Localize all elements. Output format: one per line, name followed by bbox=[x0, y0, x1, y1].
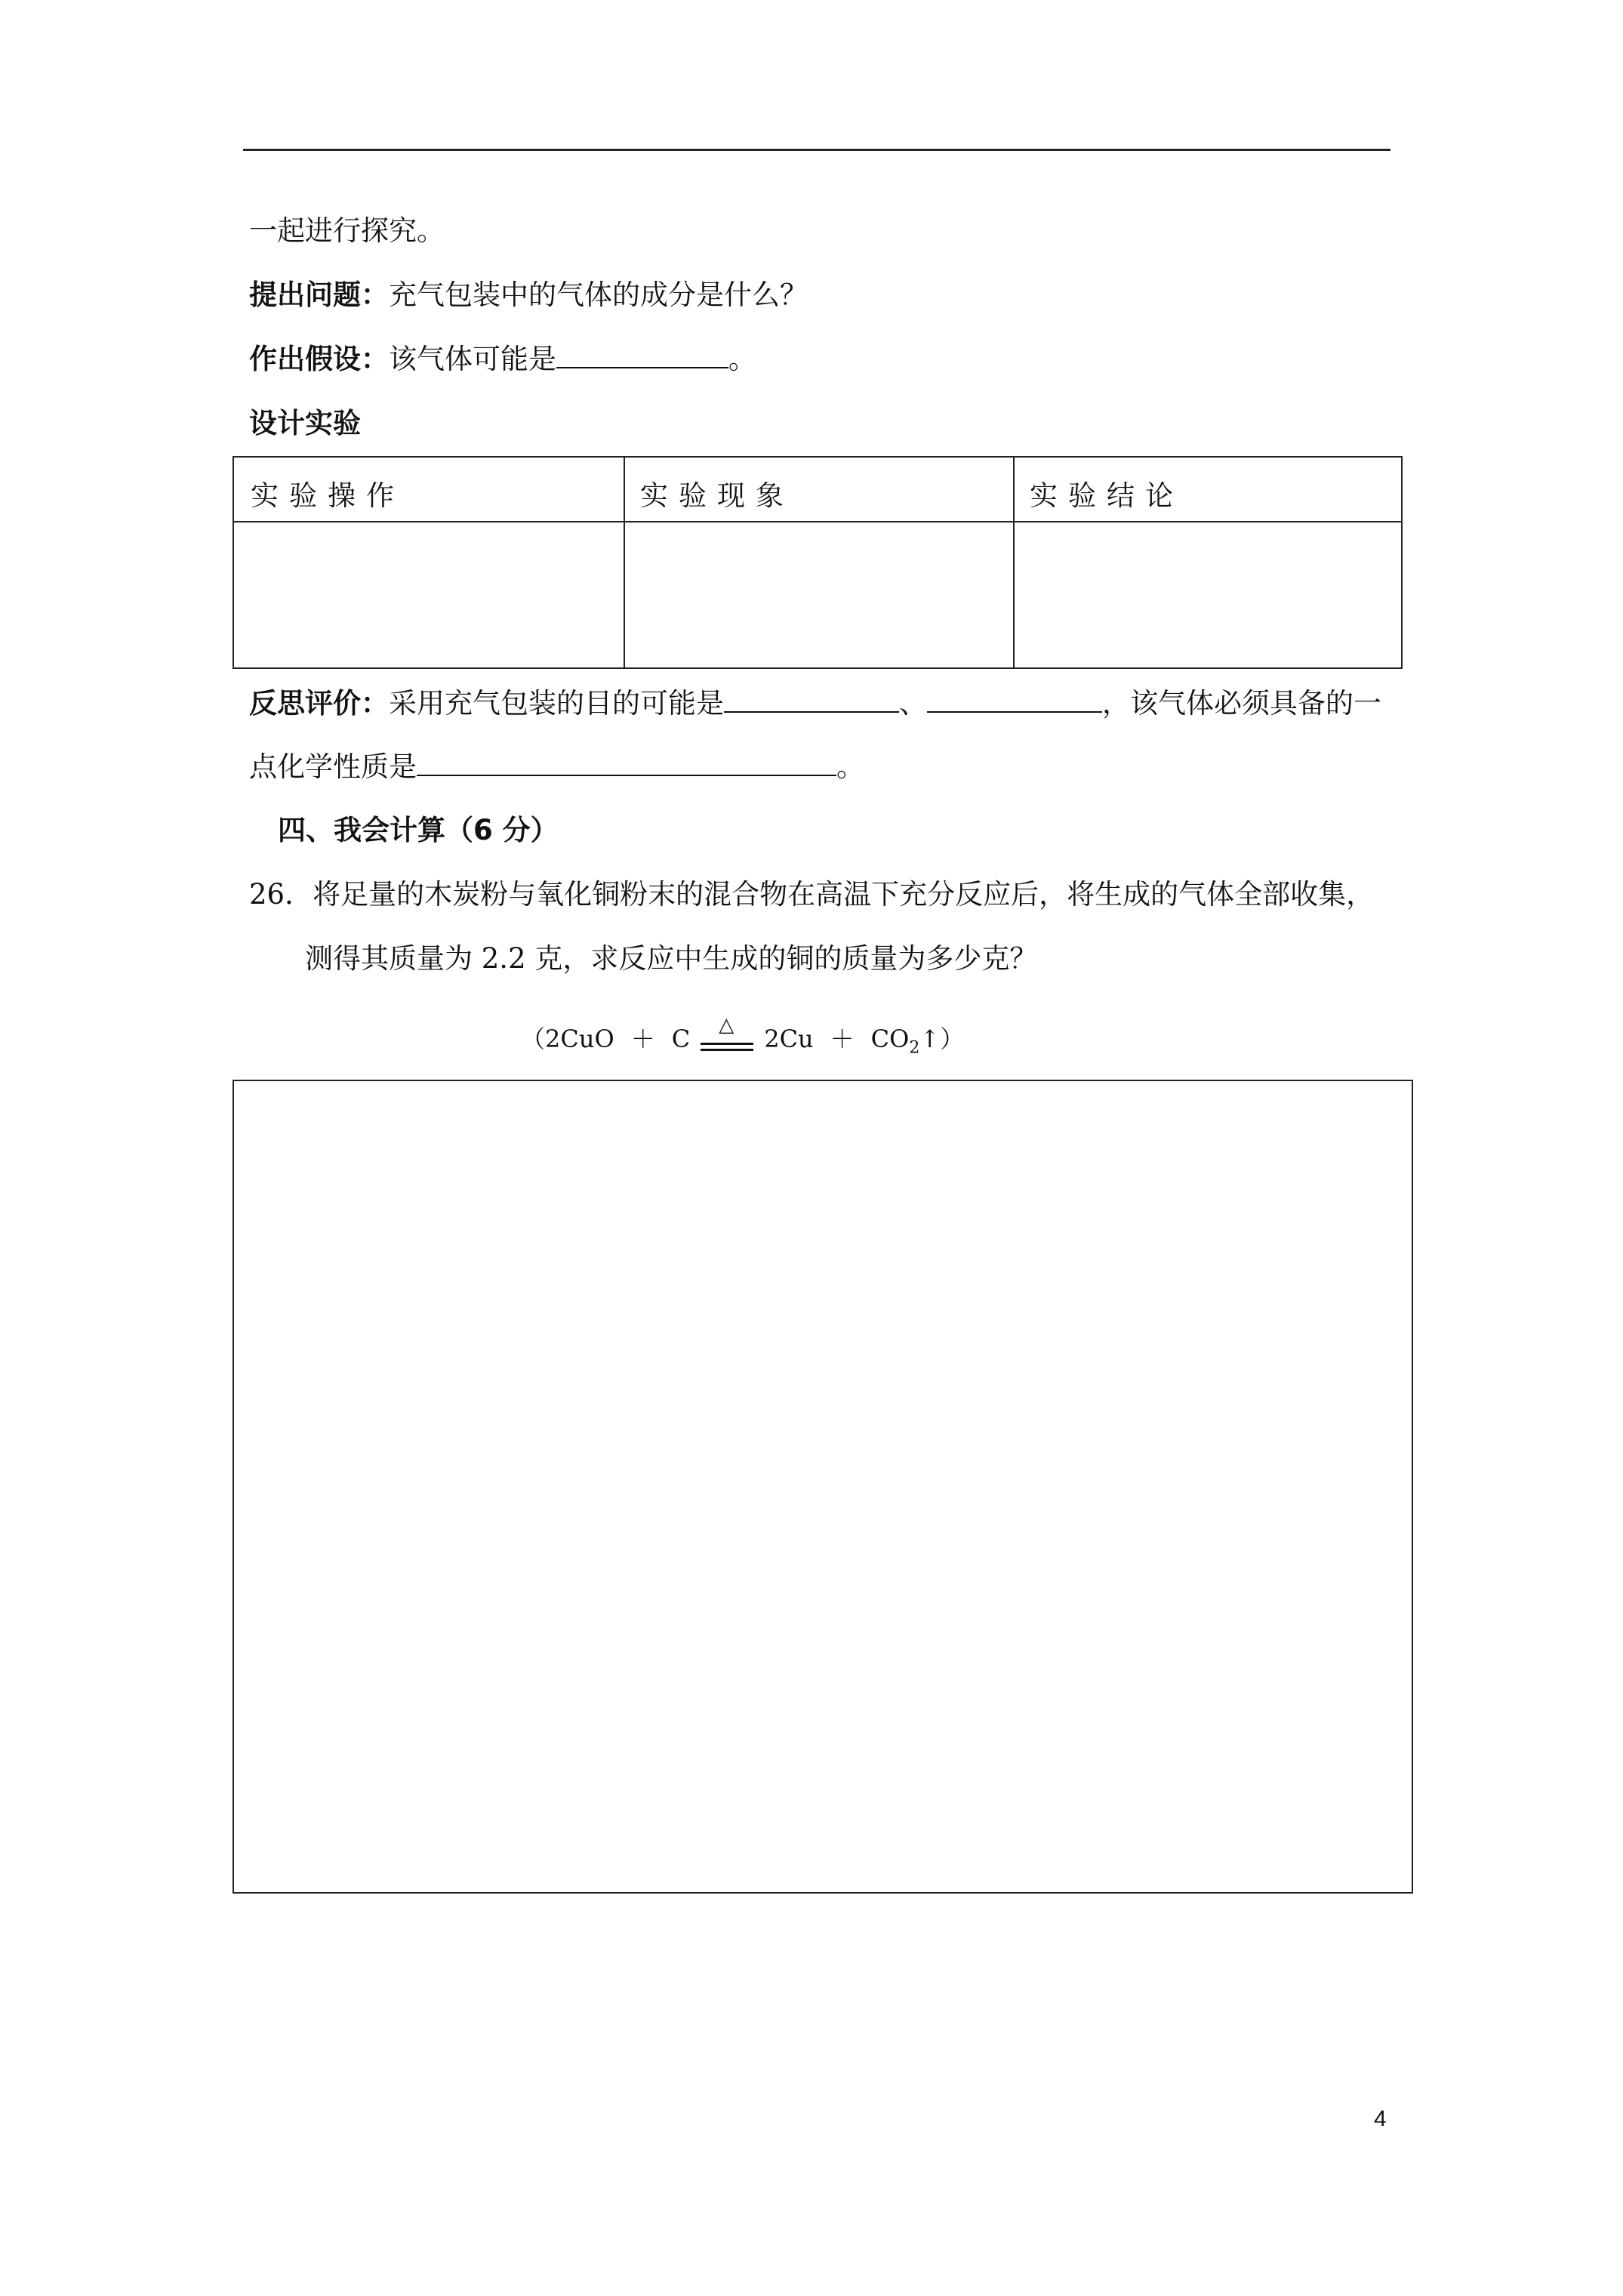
table-header-conclusion: 实验结论 bbox=[1030, 479, 1184, 512]
question-26-line-1 bbox=[249, 877, 1374, 913]
question-26-number: 26． bbox=[249, 878, 313, 911]
reflection-label: 反思评价： bbox=[249, 687, 389, 720]
reflection-separator: 、 bbox=[899, 687, 927, 720]
question-line bbox=[249, 277, 808, 313]
answer-box[interactable] bbox=[233, 1080, 1413, 1894]
section-four-title: 四、我会计算（6 分） bbox=[278, 814, 559, 846]
reflection-text-2: ，该气体必须具备的一 bbox=[1102, 687, 1381, 720]
reflection-end: 。 bbox=[836, 750, 864, 783]
table-header-row bbox=[234, 458, 1401, 522]
continuation-text: 一起进行探究。 bbox=[249, 214, 445, 247]
design-title: 设计实验 bbox=[249, 407, 361, 439]
hypothesis-text: 该气体可能是 bbox=[389, 343, 556, 375]
question-label: 提出问题： bbox=[249, 279, 389, 311]
table-header-phenomenon: 实验现象 bbox=[640, 479, 794, 512]
chemical-equation bbox=[521, 1013, 965, 1066]
question-26-text-1: 将足量的木炭粉与氧化铜粉末的混合物在高温下充分反应后，将生成的气体全部收集， bbox=[313, 878, 1375, 911]
equation-close-paren: ） bbox=[940, 1025, 965, 1053]
question-text: 充气包装中的气体的成分是什么？ bbox=[389, 279, 808, 311]
gas-arrow-icon: ↑ bbox=[919, 1025, 941, 1053]
experiment-table bbox=[233, 456, 1403, 669]
delta-icon: △ bbox=[719, 1013, 735, 1037]
reflection-line-2 bbox=[249, 749, 864, 785]
equation-plus: ＋ bbox=[630, 1025, 655, 1053]
equation-product-co2: CO bbox=[870, 1025, 910, 1053]
equation-subscript: 2 bbox=[909, 1038, 920, 1058]
question-26-line-2: 测得其质量为 2.2 克，求反应中生成的铜的质量为多少克？ bbox=[305, 942, 1038, 975]
table-cell-phenomenon[interactable] bbox=[625, 522, 1012, 666]
hypothesis-blank[interactable] bbox=[556, 341, 728, 368]
heat-condition-sign bbox=[701, 1013, 753, 1056]
purpose-blank-1[interactable] bbox=[724, 686, 899, 713]
hypothesis-end: 。 bbox=[728, 343, 756, 375]
header-rule bbox=[243, 149, 1390, 151]
hypothesis-label: 作出假设： bbox=[249, 343, 389, 375]
reflection-text-1: 采用充气包装的目的可能是 bbox=[389, 687, 724, 720]
hypothesis-line bbox=[249, 341, 756, 378]
equation-open-paren: （ bbox=[521, 1025, 546, 1053]
reflection-line-1 bbox=[249, 686, 1381, 722]
equation-product-cu: 2Cu bbox=[764, 1025, 814, 1053]
equation-reactant-c: C bbox=[671, 1025, 691, 1053]
property-blank[interactable] bbox=[417, 749, 836, 776]
table-cell-operation[interactable] bbox=[236, 522, 622, 666]
table-header-operation: 实验操作 bbox=[251, 479, 405, 512]
reflection-line2-text: 点化学性质是 bbox=[249, 750, 417, 783]
equation-reactant-cuo: 2CuO bbox=[545, 1025, 614, 1053]
table-cell-conclusion[interactable] bbox=[1015, 522, 1400, 666]
page-number: 4 bbox=[1374, 2106, 1387, 2131]
equation-plus: ＋ bbox=[830, 1025, 855, 1053]
purpose-blank-2[interactable] bbox=[927, 686, 1102, 713]
